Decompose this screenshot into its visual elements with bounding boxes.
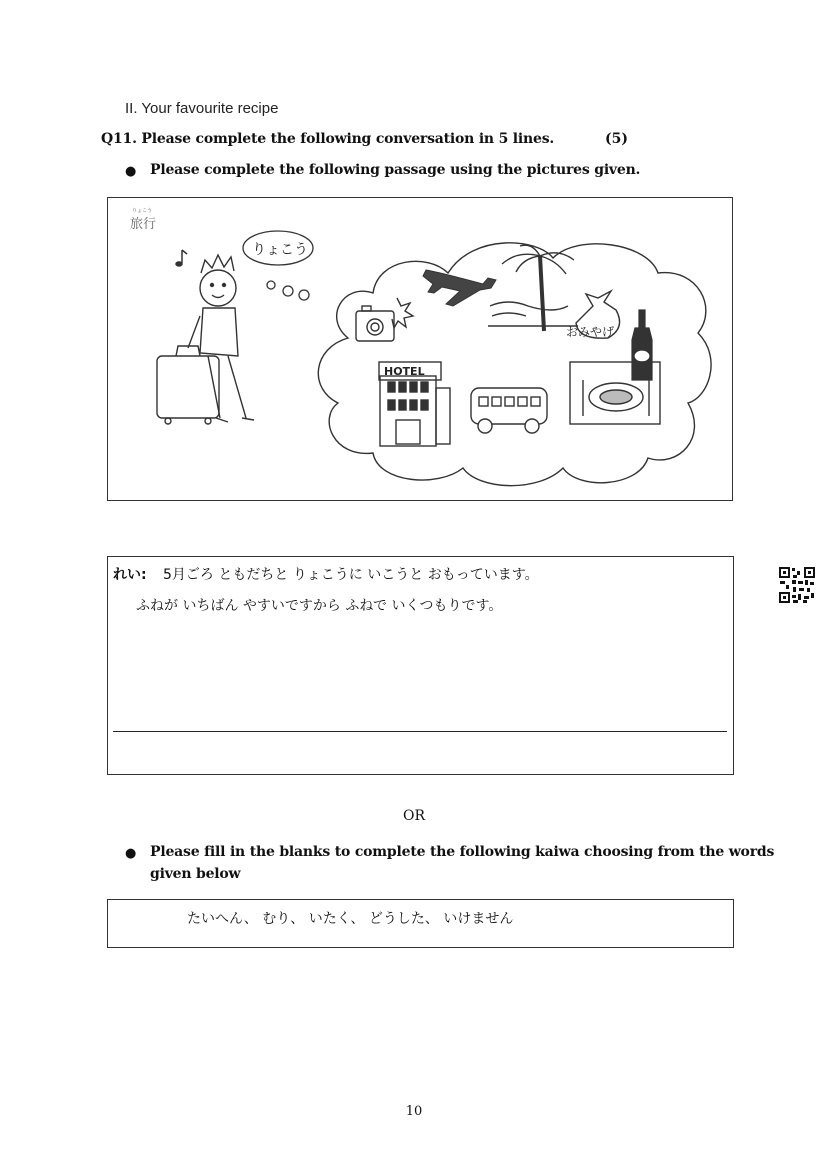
travel-illustration: [108, 198, 731, 499]
word-choices: たいへん、 むり、 いたく、 どうした、 いけません: [187, 911, 514, 927]
music-note-icon: [176, 250, 187, 266]
example-line-2: ふねが いちばん やすいですから ふねで いくつもりです。: [136, 598, 503, 614]
suitcase: [157, 346, 219, 424]
answer-box: [107, 556, 734, 775]
kaiwa-instruction-line-2: given below: [150, 866, 241, 882]
question-marks: (5): [605, 131, 628, 147]
example-line-1: 5月ごろ ともだちと りょこうに いこうと おもっています。: [163, 567, 539, 583]
bullet-icon: ●: [125, 164, 137, 179]
palm-tree-icon: [488, 245, 578, 331]
bullet-icon: ●: [125, 846, 137, 861]
wine-bottle-icon: [632, 310, 652, 380]
picture-instruction: Please complete the following passage using the pictures given.: [150, 162, 641, 178]
example-label: れい:: [113, 567, 147, 583]
section-heading: II. Your favourite recipe: [125, 100, 279, 117]
camera-icon: [356, 298, 413, 341]
kaiwa-instruction-line-1: Please fill in the blanks to complete the following kaiwa choosing from the words: [150, 844, 775, 860]
label-kanji: 旅行: [130, 217, 157, 232]
question-text: Q11. Please complete the following conversation in 5 lines.: [101, 131, 555, 147]
airplane-icon: [423, 270, 496, 306]
label-furigana: りょこう: [132, 208, 153, 214]
answer-line[interactable]: [113, 731, 727, 732]
bus-icon: [471, 388, 547, 433]
bubble-text: りょこう: [252, 242, 308, 258]
page-number: 10: [405, 1104, 423, 1119]
souvenir-text: おみやげ: [566, 325, 615, 339]
picture-box: [107, 197, 733, 501]
or-divider: OR: [402, 808, 426, 824]
hotel-sign: HOTEL: [384, 365, 425, 378]
qr-code-icon: [778, 566, 816, 604]
traveler-figure: [188, 255, 254, 422]
